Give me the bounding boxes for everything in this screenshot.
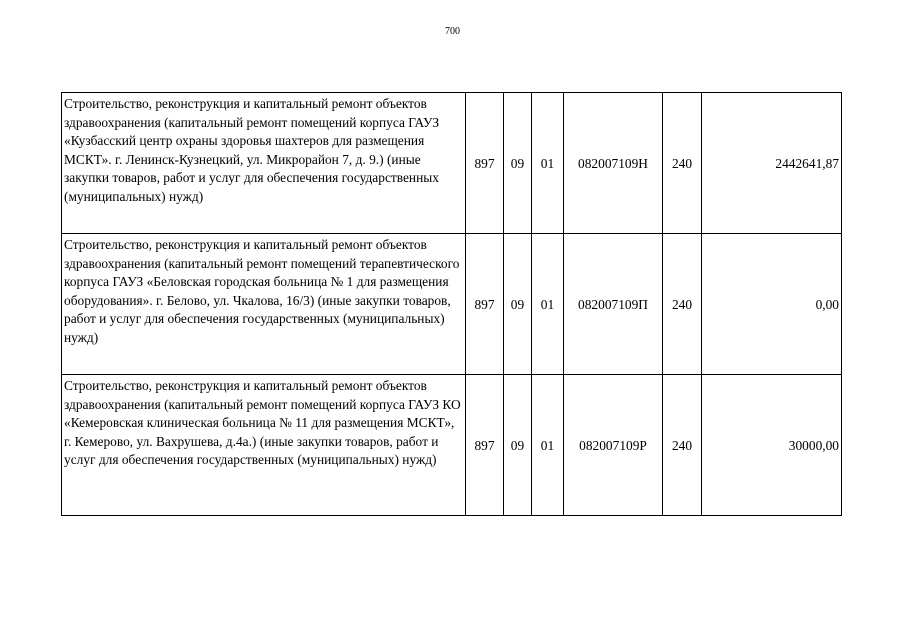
target-article-code: 082007109Н xyxy=(564,93,663,234)
row-description: Строительство, реконструкция и капитальный ремонт объектов здравоохранения (капитальный ремонт помещений корпуса ГАУЗ КО «Кемеровская клиническая больница № 11 для размещения МСКТ», г. Кемерово, ул. Вахрушева, д.4а.) (иные закупки товаров, работ и услуг для обеспечения государственных (муниципальных) нужд) xyxy=(62,375,466,516)
row-description: Строительство, реконструкция и капитальный ремонт объектов здравоохранения (капитальный ремонт помещений терапевтического корпуса ГАУЗ «Беловская городская больница № 1 для размещения оборудования». г. Белово, ул. Чкалова, 16/3) (иные закупки товаров, работ и услуг для обеспечения государственных (муниципальных) нужд) xyxy=(62,234,466,375)
table-row xyxy=(62,375,842,516)
section-code: 09 xyxy=(504,93,532,234)
expense-type-code: 240 xyxy=(663,234,702,375)
expense-type-code: 240 xyxy=(663,375,702,516)
table-row xyxy=(62,93,842,234)
budget-table xyxy=(61,92,842,516)
subsection-code: 01 xyxy=(532,93,564,234)
amount: 0,00 xyxy=(702,234,842,375)
amount: 30000,00 xyxy=(702,375,842,516)
amount: 2442641,87 xyxy=(702,93,842,234)
ministry-code: 897 xyxy=(466,93,504,234)
subsection-code: 01 xyxy=(532,234,564,375)
ministry-code: 897 xyxy=(466,375,504,516)
ministry-code: 897 xyxy=(466,234,504,375)
table-row xyxy=(62,234,842,375)
section-code: 09 xyxy=(504,234,532,375)
subsection-code: 01 xyxy=(532,375,564,516)
target-article-code: 082007109Р xyxy=(564,375,663,516)
target-article-code: 082007109П xyxy=(564,234,663,375)
section-code: 09 xyxy=(504,375,532,516)
expense-type-code: 240 xyxy=(663,93,702,234)
row-description: Строительство, реконструкция и капитальный ремонт объектов здравоохранения (капитальный ремонт помещений корпуса ГАУЗ «Кузбасский центр охраны здоровья шахтеров для размещения МСКТ». г. Ленинск-Кузнецкий, ул. Микрорайон 7, д. 9.) (иные закупки товаров, работ и услуг для обеспечения государственных (муниципальных) нужд) xyxy=(62,93,466,234)
page-number: 700 xyxy=(445,26,460,37)
